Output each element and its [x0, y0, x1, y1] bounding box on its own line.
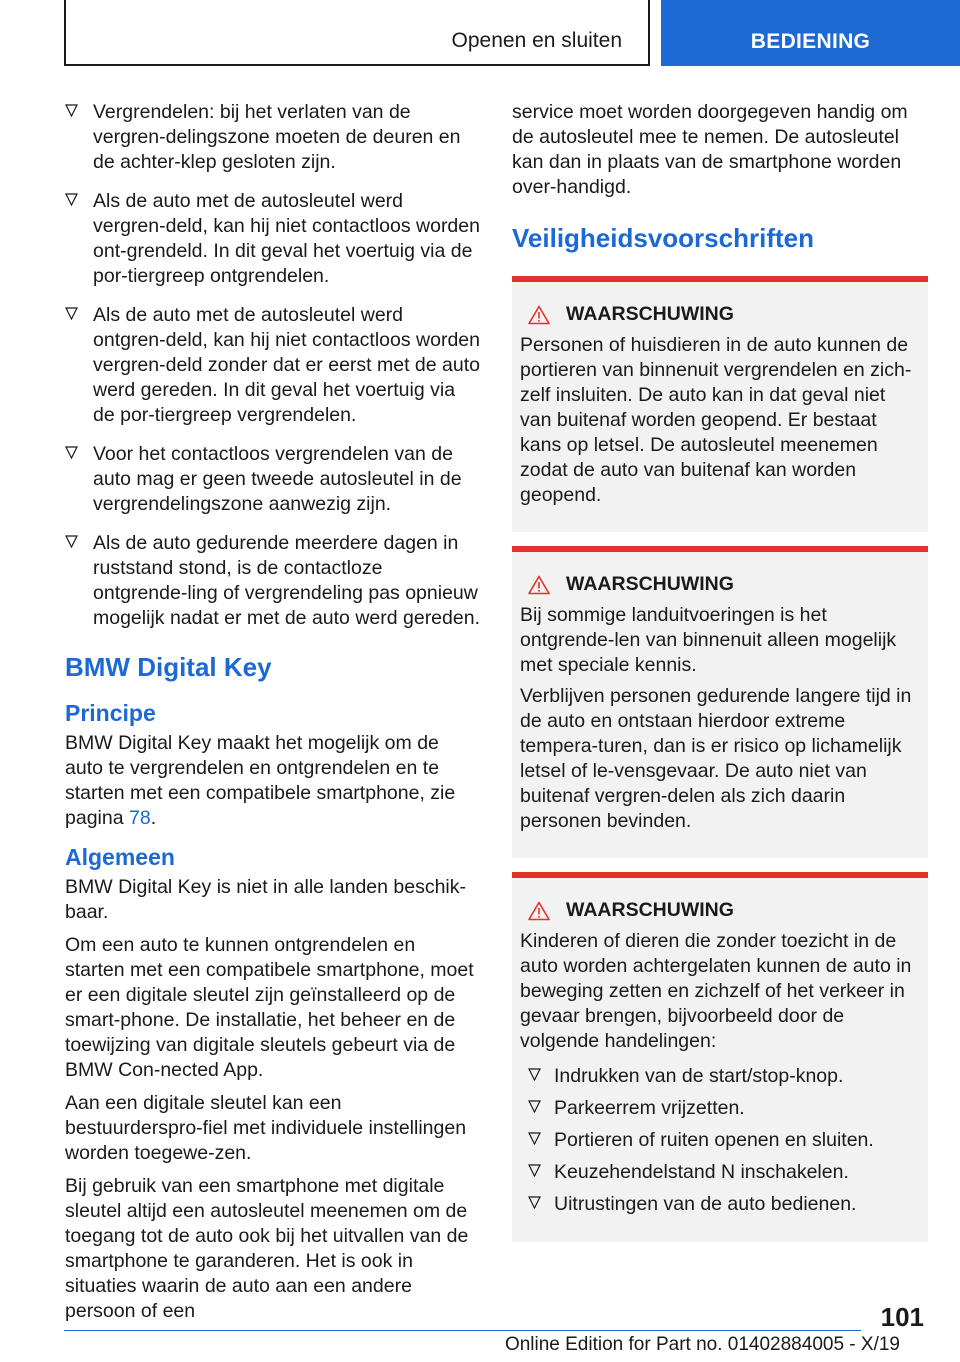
warning-box [512, 872, 928, 1242]
heading-safety: Veiligheidsvoorschriften [512, 223, 814, 253]
principe-end: . [150, 807, 157, 829]
paragraph: Aan een digitale sleutel kan een bestuurderspro-fiel met individuele instellingen worden toegewe-zen. [65, 1092, 467, 1164]
warning-triangle-icon [528, 305, 550, 325]
triangle-bullet-icon [65, 535, 78, 548]
list-item-text: Als de auto met de autosleutel werd ontgren-deld, kan hij niet contactloos worden vergren-deld zonder dat er eerst met de auto werd gereden. In dit geval het voertuig via de por-tiergreep vergrendelen. [93, 304, 480, 426]
paragraph: Bij gebruik van een smartphone met digitale sleutel altijd een autosleutel meenemen om de toegang tot de auto ook bij het uitvallen van de smartphone te garanderen. Het is ook in situaties waarin de auto aan een andere persoon of een [65, 1175, 469, 1322]
section-title: Openen en sluiten [451, 29, 622, 52]
heading-principe: Principe [65, 700, 156, 726]
list-item-text: Indrukken van de start/stop-knop. [554, 1065, 844, 1087]
triangle-bullet-icon [528, 1196, 541, 1209]
warning-header [520, 302, 920, 327]
page-number: 101 [880, 1302, 924, 1332]
list-item-text: Als de auto gedurende meerdere dagen in ruststand stond, is de contactloze ontgrende-ling of vergrendeling pas opnieuw mogelijk nadat er met de auto werd gereden. [93, 532, 480, 629]
warning-text: Personen of huisdieren in de auto kunnen de portieren van binnenuit vergrendelen en zich-zelf insluiten. De auto kan in dat geval niet van buitenaf worden geopend. Er bestaat kans op letsel. De autosleutel meenemen zodat de auto van buitenaf kan worden geopend. [520, 334, 912, 506]
list-item [65, 100, 480, 175]
right-column [512, 100, 928, 1256]
list-item-text: Voor het contactloos vergrendelen van de auto mag er geen tweede autosleutel in de vergrendelingszone aanwezig zijn. [93, 443, 462, 515]
principe-text: BMW Digital Key maakt het mogelijk om de auto te vergrendelen en ontgrendelen en te starten met een compatibele smartphone, zie pagina [65, 732, 456, 829]
list-item [528, 1160, 920, 1185]
principe-paragraph [65, 731, 480, 831]
warning-header [520, 572, 920, 597]
list-item [65, 531, 480, 631]
warning-box [512, 276, 928, 532]
page-reference-link[interactable]: 78 [128, 807, 151, 829]
list-item-text: Keuzehendelstand N inschakelen. [554, 1161, 849, 1183]
list-item [528, 1128, 920, 1153]
list-item-text: Portieren of ruiten openen en sluiten. [554, 1129, 874, 1151]
chapter-tab: BEDIENING [661, 0, 960, 66]
triangle-bullet-icon [65, 307, 78, 320]
warning-title: WAARSCHUWING [566, 899, 734, 921]
left-column [65, 100, 480, 1332]
warning-triangle-icon [528, 901, 550, 921]
list-item [65, 303, 480, 428]
triangle-bullet-icon [65, 193, 78, 206]
warning-header [520, 898, 920, 923]
paragraph: BMW Digital Key is niet in alle landen beschik-baar. [65, 876, 467, 923]
list-item [528, 1192, 920, 1217]
triangle-bullet-icon [65, 104, 78, 117]
heading-digital-key: BMW Digital Key [65, 652, 272, 682]
list-item-text: Parkeerrem vrijzetten. [554, 1097, 745, 1119]
warning-text: Kinderen of dieren die zonder toezicht in de auto worden achtergelaten kunnen de auto in beweging zetten en zichzelf of het verkeer in gevaar brengen, bijvoorbeeld door de volgende handelingen: [520, 930, 912, 1052]
bullet-list [65, 100, 480, 631]
list-item [528, 1096, 920, 1121]
edition-footer: Online Edition for Part no. 01402884005 - X/19 [504, 1334, 900, 1355]
heading-algemeen: Algemeen [65, 844, 175, 870]
list-item [528, 1064, 920, 1089]
triangle-bullet-icon [528, 1164, 541, 1177]
triangle-bullet-icon [65, 446, 78, 459]
paragraph: service moet worden doorgegeven handig om de autosleutel mee te nemen. De autosleutel kan dan in plaats van de smartphone worden over-handigd. [512, 101, 908, 198]
warning-text: Bij sommige landuitvoeringen is het ontgrende-len van binnenuit alleen mogelijk met speciale kennis. [520, 604, 897, 676]
warning-title: WAARSCHUWING [566, 573, 734, 595]
footer-divider [64, 1330, 861, 1331]
list-item [65, 189, 480, 289]
warning-title: WAARSCHUWING [566, 303, 734, 325]
triangle-bullet-icon [528, 1132, 541, 1145]
warning-triangle-icon [528, 575, 550, 595]
list-item-text: Vergrendelen: bij het verlaten van de vergren-delingszone moeten de deuren en de achter-klep gesloten zijn. [93, 101, 461, 173]
list-item-text: Uitrustingen van de auto bedienen. [554, 1193, 857, 1215]
warning-box [512, 546, 928, 858]
warning-bullet-list [528, 1064, 920, 1217]
list-item-text: Als de auto met de autosleutel werd vergren-deld, kan hij niet contactloos worden ont-grendeld. In dit geval het voertuig via de por-tiergreep ontgrendelen. [93, 190, 480, 287]
triangle-bullet-icon [528, 1068, 541, 1081]
warning-text: Verblijven personen gedurende langere tijd in de auto en ontstaan hierdoor extreme tempera-turen, dan is er risico op lichamelijk letsel of le-vensgevaar. De auto niet van buitenaf vergren-delen als zich daarin personen bevinden. [520, 685, 912, 832]
triangle-bullet-icon [528, 1100, 541, 1113]
paragraph: Om een auto te kunnen ontgrendelen en starten met een compatibele smartphone, moet er een digitale sleutel zijn geïnstalleerd op de smart-phone. De installatie, het beheer en de toewijzing van digitale sleutels gebeurt via de BMW Con-nected App. [65, 934, 474, 1081]
list-item [65, 442, 480, 517]
